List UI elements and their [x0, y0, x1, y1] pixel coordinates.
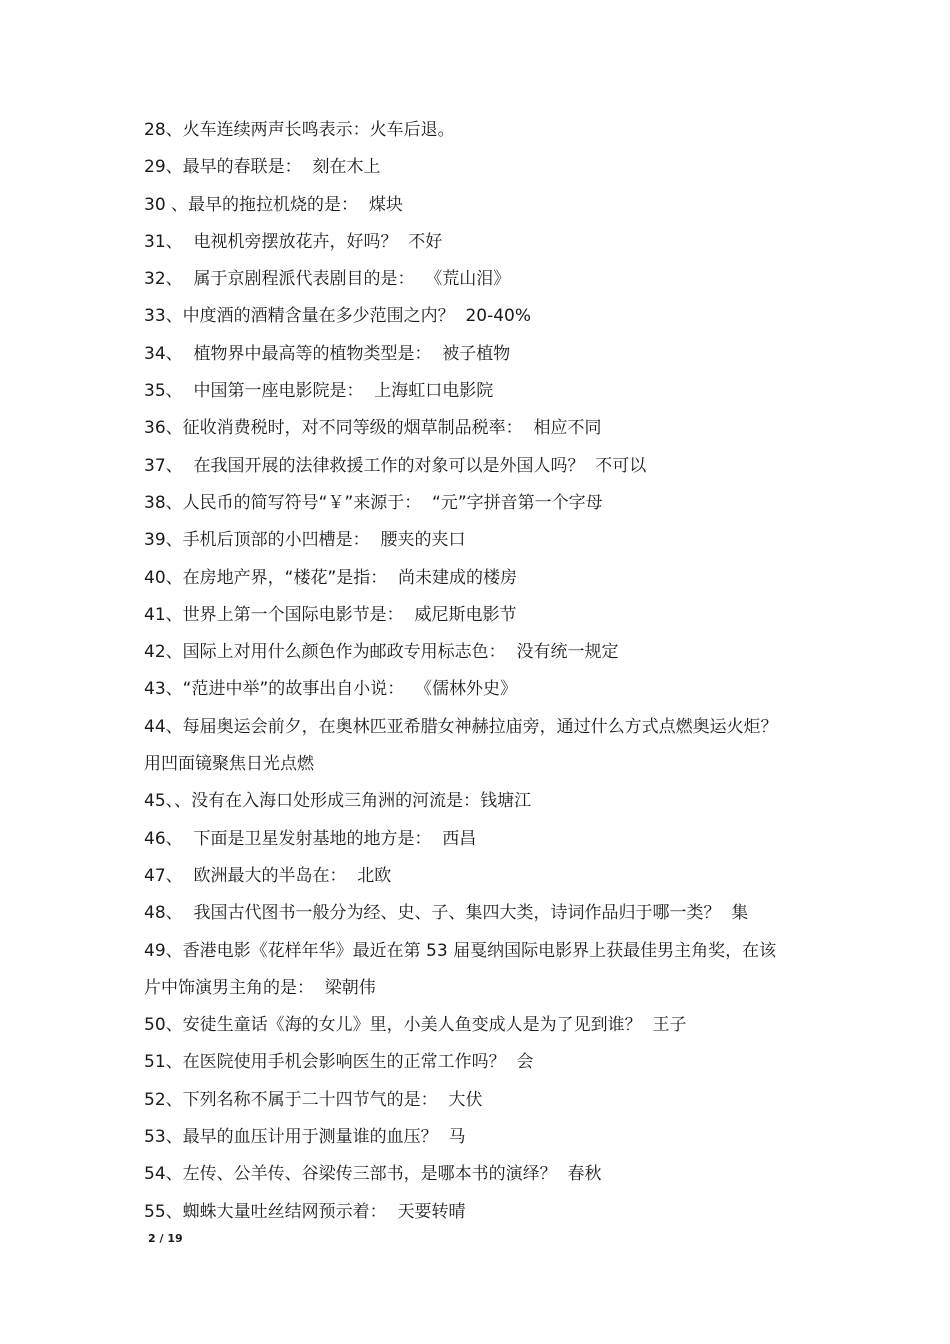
list-item [144, 933, 864, 1008]
list-item [144, 783, 864, 820]
item-text: 46、 下面是卫星发射基地的地方是： 西昌 [144, 828, 477, 849]
item-text: 49、香港电影《花样年华》最近在第 53 届戛纳国际电影界上获最佳男主角奖，在该 [144, 940, 777, 961]
item-text: 54、左传、公羊传、谷梁传三部书，是哪本书的演绎？ 春秋 [144, 1164, 602, 1185]
list-item [144, 671, 864, 708]
list-item [144, 298, 864, 335]
item-text: 48、 我国古代图书一般分为经、史、子、集四大类，诗词作品归于哪一类？ 集 [144, 903, 749, 924]
list-item [144, 597, 864, 634]
list-item [144, 112, 864, 149]
list-item [144, 1007, 864, 1044]
list-item [144, 448, 864, 485]
qa-list [144, 112, 864, 1231]
list-item [144, 821, 864, 858]
item-text: 52、下列名称不属于二十四节气的是： 大伏 [144, 1089, 483, 1110]
list-item [144, 1082, 864, 1119]
list-item [144, 261, 864, 298]
item-continuation: 用凹面镜聚焦日光点燃 [144, 754, 314, 775]
list-item [144, 410, 864, 447]
item-text: 34、 植物界中最高等的植物类型是： 被子植物 [144, 343, 511, 364]
item-text: 50、安徒生童话《海的女儿》里，小美人鱼变成人是为了见到谁？ 王子 [144, 1015, 687, 1036]
item-text: 33、中度酒的酒精含量在多少范围之内？ 20-40% [144, 306, 531, 327]
item-text: 43、“范进中举”的故事出自小说： 《儒林外史》 [144, 679, 518, 700]
item-text: 29、最早的春联是： 刻在木上 [144, 157, 381, 178]
list-item [144, 634, 864, 671]
item-text: 28、火车连续两声长鸣表示：火车后退。 [144, 120, 455, 140]
item-text: 38、人民币的简写符号“￥”来源于： “元”字拼音第一个字母 [144, 492, 603, 513]
list-item [144, 1044, 864, 1081]
list-item [144, 187, 864, 224]
list-item [144, 522, 864, 559]
item-text: 35、 中国第一座电影院是： 上海虹口电影院 [144, 381, 494, 402]
item-text: 53、最早的血压计用于测量谁的血压？ 马 [144, 1127, 466, 1148]
item-text: 45、、没有在入海口处形成三角洲的河流是：钱塘江 [144, 791, 532, 812]
item-text: 32、 属于京剧程派代表剧目的是： 《荒山泪》 [144, 269, 511, 290]
list-item [144, 709, 864, 784]
list-item [144, 1156, 864, 1193]
list-item [144, 1194, 864, 1231]
item-text: 41、世界上第一个国际电影节是： 威尼斯电影节 [144, 604, 517, 625]
list-item [144, 224, 864, 261]
item-text: 42、国际上对用什么颜色作为邮政专用标志色： 没有统一规定 [144, 642, 619, 663]
list-item [144, 373, 864, 410]
item-text: 55、蜘蛛大量吐丝结网预示着： 天要转晴 [144, 1201, 466, 1222]
page-number: 2 / 19 [148, 1232, 183, 1245]
item-text: 44、每届奥运会前夕，在奥林匹亚希腊女神赫拉庙旁，通过什么方式点燃奥运火炬？ [144, 716, 778, 737]
list-item [144, 485, 864, 522]
item-text: 39、手机后顶部的小凹槽是： 腰夹的夹口 [144, 530, 466, 551]
list-item [144, 149, 864, 186]
item-text: 30 、最早的拖拉机烧的是： 煤块 [144, 194, 403, 215]
list-item [144, 1119, 864, 1156]
item-text: 51、在医院使用手机会影响医生的正常工作吗？ 会 [144, 1052, 534, 1073]
item-text: 40、在房地产界，“楼花”是指： 尚未建成的楼房 [144, 567, 518, 588]
list-item [144, 560, 864, 597]
item-text: 36、征收消费税时，对不同等级的烟草制品税率： 相应不同 [144, 418, 602, 439]
item-continuation: 片中饰演男主角的是： 梁朝伟 [144, 977, 376, 998]
list-item [144, 858, 864, 895]
list-item [144, 895, 864, 932]
item-text: 31、 电视机旁摆放花卉，好吗？ 不好 [144, 231, 443, 252]
list-item [144, 336, 864, 373]
item-text: 37、 在我国开展的法律救援工作的对象可以是外国人吗？ 不可以 [144, 455, 647, 476]
item-text: 47、 欧洲最大的半岛在： 北欧 [144, 865, 392, 886]
